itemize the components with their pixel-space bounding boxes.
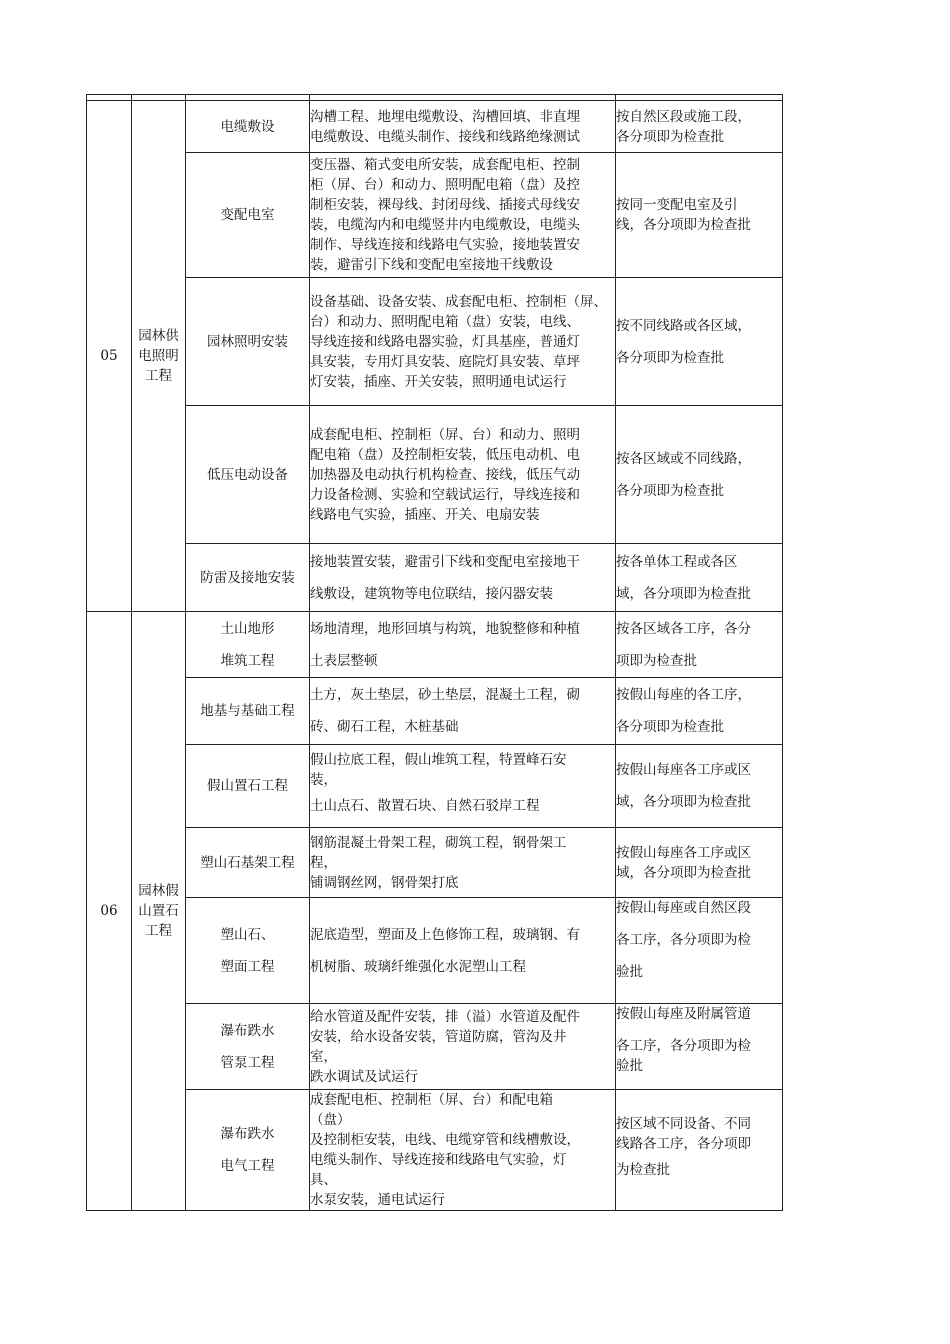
table-row	[87, 278, 783, 406]
items-cell: 钢筋混凝土骨架工程，砌筑工程，钢骨架工 程， 铺调钢丝网，钢骨架打底	[310, 828, 616, 898]
category-label: 园林供电照明工程	[138, 328, 179, 384]
subproject-cell: 电缆敷设	[186, 101, 310, 153]
batch-cell: 按各区域各工序，各分 项即为检查批	[616, 612, 783, 678]
batch-cell: 按不同线路或各区域， 各分项即为检查批	[616, 278, 783, 406]
items-cell: 设备基础、设备安装、成套配电柜、控制柜（屏、 台）和动力、照明配电箱（盘）安装，电线、 导线连接和线路电器实验，灯具基座，普通灯 具安装，专用灯具安装、庭院灯具安装、草坪 灯安装，插座、开关安装，照明通电试运行	[310, 278, 616, 406]
items-cell: 泥底造型，塑面及上色修饰工程，玻璃钢、有 机树脂、玻璃纤维强化水泥塑山工程	[310, 898, 616, 1004]
subproject-cell: 假山置石工程	[186, 745, 310, 828]
table-row	[87, 544, 783, 612]
subproject-cell: 土山地形 堆筑工程	[186, 612, 310, 678]
table-row	[87, 612, 783, 678]
items-cell: 成套配电柜、控制柜（屏、台）和配电箱 （盘） 及控制柜安装，电线、电缆穿管和线槽敷设， 电缆头制作、导线连接和线路电气实验，灯 具、 水泵安装，通电试运行	[310, 1090, 616, 1211]
table-row	[87, 1004, 783, 1090]
subproject-cell: 低压电动设备	[186, 406, 310, 544]
category-cell	[132, 612, 186, 1211]
table-row	[87, 898, 783, 1004]
items-cell: 给水管道及配件安装，排（溢）水管道及配件 安装，给水设备安装，管道防腐，管沟及井 室， 跌水调试及试运行	[310, 1004, 616, 1090]
batch-cell: 按假山每座各工序或区 域，各分项即为检查批	[616, 745, 783, 828]
batch-cell: 按自然区段或施工段， 各分项即为检查批	[616, 101, 783, 153]
batch-cell: 按各区域或不同线路， 各分项即为检查批	[616, 406, 783, 544]
table-row	[87, 101, 783, 153]
items-cell: 接地装置安装，避雷引下线和变配电室接地干 线敷设，建筑物等电位联结，接闪器安装	[310, 544, 616, 612]
subproject-cell: 塑山石基架工程	[186, 828, 310, 898]
subproject-cell: 瀑布跌水 管泵工程	[186, 1004, 310, 1090]
table-row	[87, 678, 783, 745]
items-cell: 土方，灰土垫层，砂土垫层，混凝土工程，砌 砖、砌石工程，木桩基础	[310, 678, 616, 745]
section-number: 06	[87, 612, 132, 1211]
subproject-cell: 地基与基础工程	[186, 678, 310, 745]
subproject-cell: 瀑布跌水 电气工程	[186, 1090, 310, 1211]
batch-cell: 按同一变配电室及引 线，各分项即为检查批	[616, 153, 783, 278]
items-cell: 假山拉底工程，假山堆筑工程，特置峰石安 装， 土山点石、散置石块、自然石驳岸工程	[310, 745, 616, 828]
category-label: 园林假山置石工程	[138, 883, 179, 939]
section-number: 05	[87, 101, 132, 612]
batch-cell: 按各单体工程或各区 域，各分项即为检查批	[616, 544, 783, 612]
subproject-cell: 变配电室	[186, 153, 310, 278]
inspection-batch-table	[86, 94, 783, 1211]
table-row	[87, 153, 783, 278]
subproject-cell: 防雷及接地安装	[186, 544, 310, 612]
subproject-cell: 塑山石、 塑面工程	[186, 898, 310, 1004]
category-cell	[132, 101, 186, 612]
items-cell: 成套配电柜、控制柜（屏、台）和动力、照明 配电箱（盘）及控制柜安装，低压电动机、电 加热器及电动执行机构检查、接线，低压气动 力设备检测、实验和空载试运行，导线连接和 线路电气实验，插座、开关、电扇安装	[310, 406, 616, 544]
items-cell: 变压器、箱式变电所安装，成套配电柜、控制 柜（屏、台）和动力、照明配电箱（盘）及控 制柜安装，裸母线、封闭母线、插接式母线安 装，电缆沟内和电缆竖井内电缆敷设，电缆头 制作、导线连接和线路电气实验，接地装置安 装，避雷引下线和变配电室接地干线敷设	[310, 153, 616, 278]
batch-cell: 按区域不同设备、不同 线路各工序，各分项即 为检查批	[616, 1090, 783, 1211]
batch-cell: 按假山每座或自然区段 各工序，各分项即为检 验批	[616, 898, 783, 1004]
batch-cell: 按假山每座各工序或区 域，各分项即为检查批	[616, 828, 783, 898]
subproject-cell: 园林照明安装	[186, 278, 310, 406]
table-row	[87, 745, 783, 828]
batch-cell: 按假山每座及附属管道 各工序，各分项即为检 验批	[616, 1004, 783, 1090]
batch-cell: 按假山每座的各工序， 各分项即为检查批	[616, 678, 783, 745]
table-row	[87, 1090, 783, 1211]
table-row	[87, 406, 783, 544]
table-row	[87, 828, 783, 898]
items-cell: 场地清理，地形回填与构筑，地貌整修和种植 土表层整顿	[310, 612, 616, 678]
items-cell: 沟槽工程、地埋电缆敷设、沟槽回填、非直埋 电缆敷设、电缆头制作、接线和线路绝缘测试	[310, 101, 616, 153]
